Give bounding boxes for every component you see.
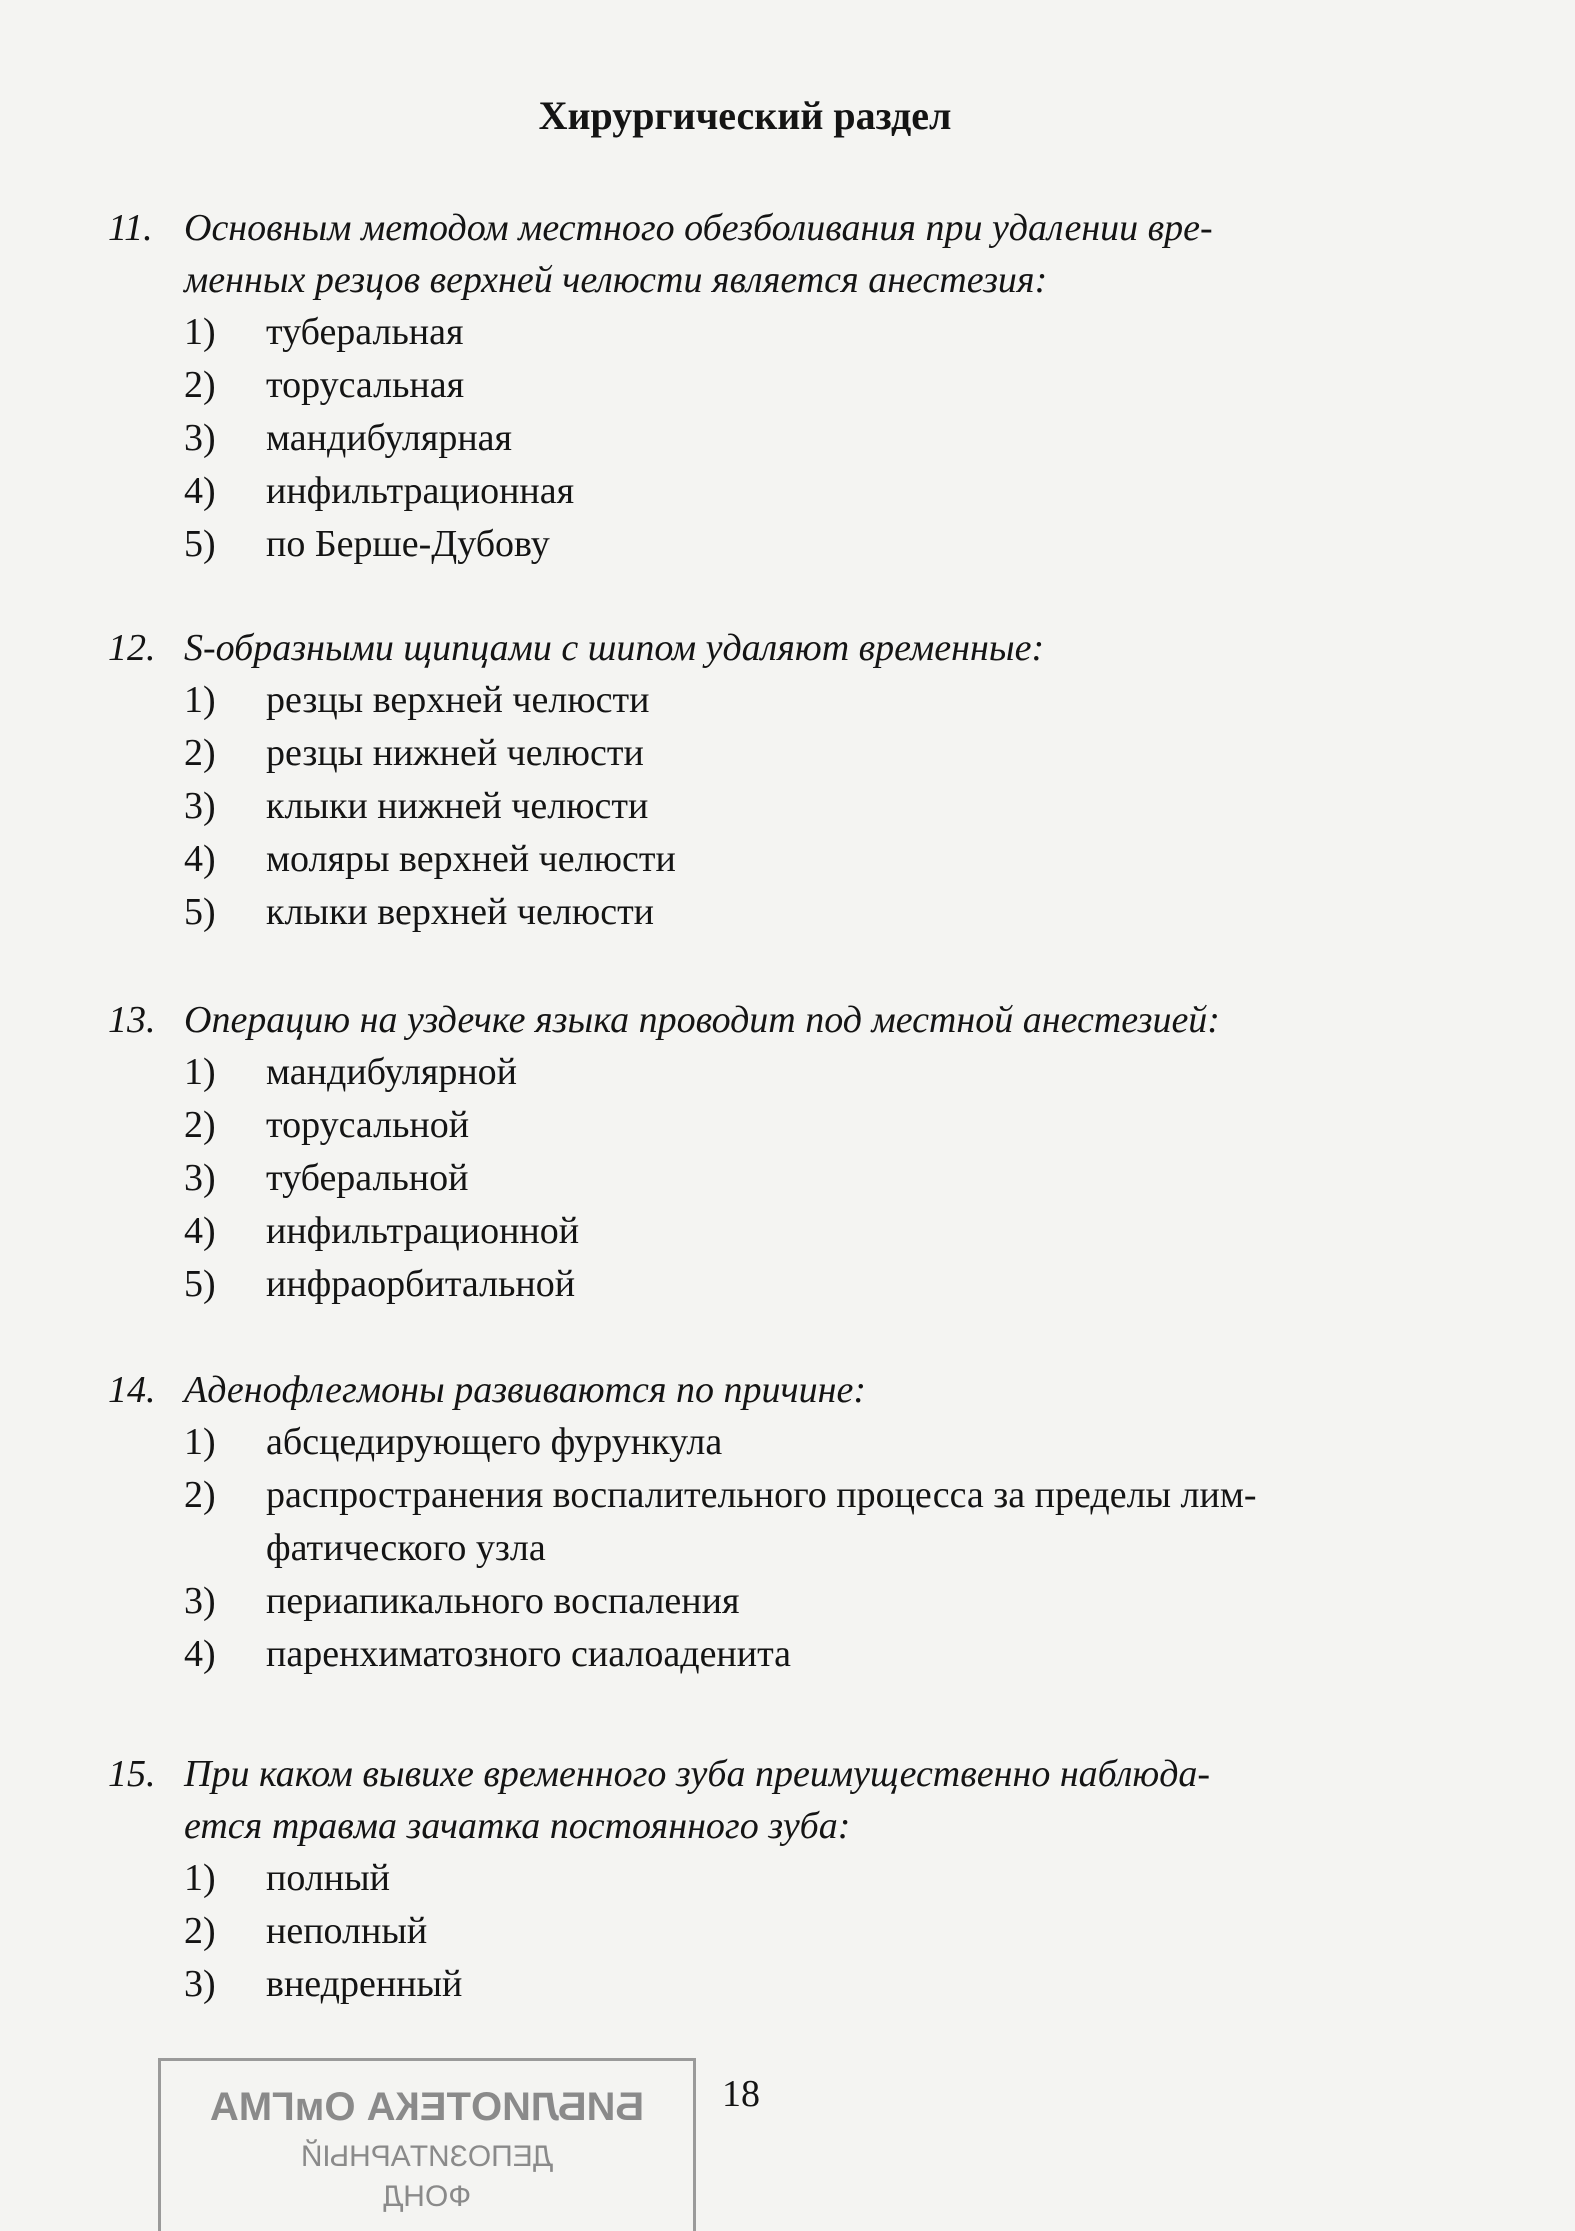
option-text: периапикального воспаления [266,1580,740,1622]
question-11 [108,202,1398,571]
answer-option [184,833,1398,886]
option-number: 3) [184,1157,216,1199]
question-text: Аденофлегмоны развиваются по причине: [184,1369,867,1411]
option-number: 3) [184,1580,216,1622]
question-text-line [108,202,1398,254]
answer-option [184,1469,1398,1575]
answer-options [184,1046,1398,1311]
question-number: 11. [108,207,153,249]
option-number: 3) [184,785,216,827]
option-text: торусальная [266,364,465,406]
question-text: Основным методом местного обезболивания при удалении вре- [184,207,1213,249]
option-text: паренхиматозного сиалоаденита [266,1633,792,1675]
question-text: менных резцов верхней челюсти является анестезия: [184,259,1048,301]
stamp-line: ДЕПОЗИТАРНЫЙ [300,2140,554,2173]
option-number: 4) [184,470,216,512]
question-number: 13. [108,999,156,1041]
option-text: инфильтрационной [266,1210,580,1252]
option-text: моляры верхней челюсти [266,838,676,880]
answer-option [184,1046,1398,1099]
question-text: Операцию на уздечке языка проводит под местной анестезией: [184,999,1220,1041]
question-text: S-образными щипцами с шипом удаляют временные: [184,627,1045,669]
option-number: 4) [184,838,216,880]
option-number: 3) [184,417,216,459]
question-text-line [108,1748,1398,1800]
answer-option [184,1152,1398,1205]
option-number: 5) [184,1263,216,1305]
answer-option [184,1905,1398,1958]
option-number: 5) [184,523,216,565]
option-number: 2) [184,364,216,406]
answer-option [184,465,1398,518]
option-text-line: распространения воспалительного процесса за пределы лим- [266,1474,1257,1516]
answer-option [184,412,1398,465]
option-text: внедренный [266,1963,463,2005]
stamp-line: ФОНД [382,2180,472,2213]
option-text: туберальная [266,311,464,353]
option-number: 2) [184,1910,216,1952]
stamp-line: БИБЛИОТЕКА ОмГМА [209,2085,645,2129]
question-text-line [108,622,1398,674]
answer-option [184,1958,1398,2011]
option-text: туберальной [266,1157,469,1199]
option-text: резцы верхней челюсти [266,679,650,721]
option-text: резцы нижней челюсти [266,732,644,774]
question-number: 15. [108,1753,156,1795]
answer-options [184,1416,1398,1681]
page-number: 18 [722,2073,760,2115]
option-number: 4) [184,1633,216,1675]
answer-option [184,1852,1398,1905]
question-text: ется травма зачатка постоянного зуба: [184,1805,851,1847]
option-text: по Берше-Дубову [266,523,550,565]
option-number: 1) [184,679,216,721]
option-text: полный [266,1857,391,1899]
option-text: клыки верхней челюсти [266,891,655,933]
question-text-line [108,254,1398,306]
option-number: 5) [184,891,216,933]
question-14 [108,1364,1398,1681]
question-13 [108,994,1398,1311]
library-stamp [158,2058,696,2231]
option-text: клыки нижней челюсти [266,785,649,827]
answer-option [184,1258,1398,1311]
option-text: мандибулярная [266,417,512,459]
option-text: неполный [266,1910,428,1952]
answer-options [184,674,1398,939]
section-title: Хирургический раздел [538,93,952,138]
option-number: 1) [184,1857,216,1899]
answer-option [184,1099,1398,1152]
option-number: 2) [184,732,216,774]
answer-option [184,518,1398,571]
answer-option [184,306,1398,359]
question-text-line [108,994,1398,1046]
answer-option [184,359,1398,412]
option-text: инфраорбитальной [266,1263,576,1305]
option-number: 4) [184,1210,216,1252]
answer-options [184,1852,1398,2011]
answer-option [184,1205,1398,1258]
option-text: инфильтрационная [266,470,575,512]
option-number: 1) [184,1051,216,1093]
question-text-line [108,1364,1398,1416]
option-text: абсцедирующего фурункула [266,1421,723,1463]
answer-option [184,1416,1398,1469]
question-number: 14. [108,1369,156,1411]
question-text-line [108,1800,1398,1852]
question-12 [108,622,1398,939]
question-number: 12. [108,627,156,669]
answer-option [184,1575,1398,1628]
answer-option [184,780,1398,833]
option-number: 3) [184,1963,216,2005]
answer-option [184,727,1398,780]
option-text-line: фатического узла [266,1527,546,1569]
option-number: 2) [184,1104,216,1146]
option-number: 2) [184,1474,216,1516]
answer-option [184,886,1398,939]
option-number: 1) [184,1421,216,1463]
answer-options [184,306,1398,571]
question-15 [108,1748,1398,2011]
option-number: 1) [184,311,216,353]
option-text: мандибулярной [266,1051,517,1093]
option-text: торусальной [266,1104,470,1146]
answer-option [184,1628,1398,1681]
answer-option [184,674,1398,727]
option-text [266,1469,1398,1575]
question-text: При каком вывихе временного зуба преимущественно наблюда- [184,1753,1211,1795]
